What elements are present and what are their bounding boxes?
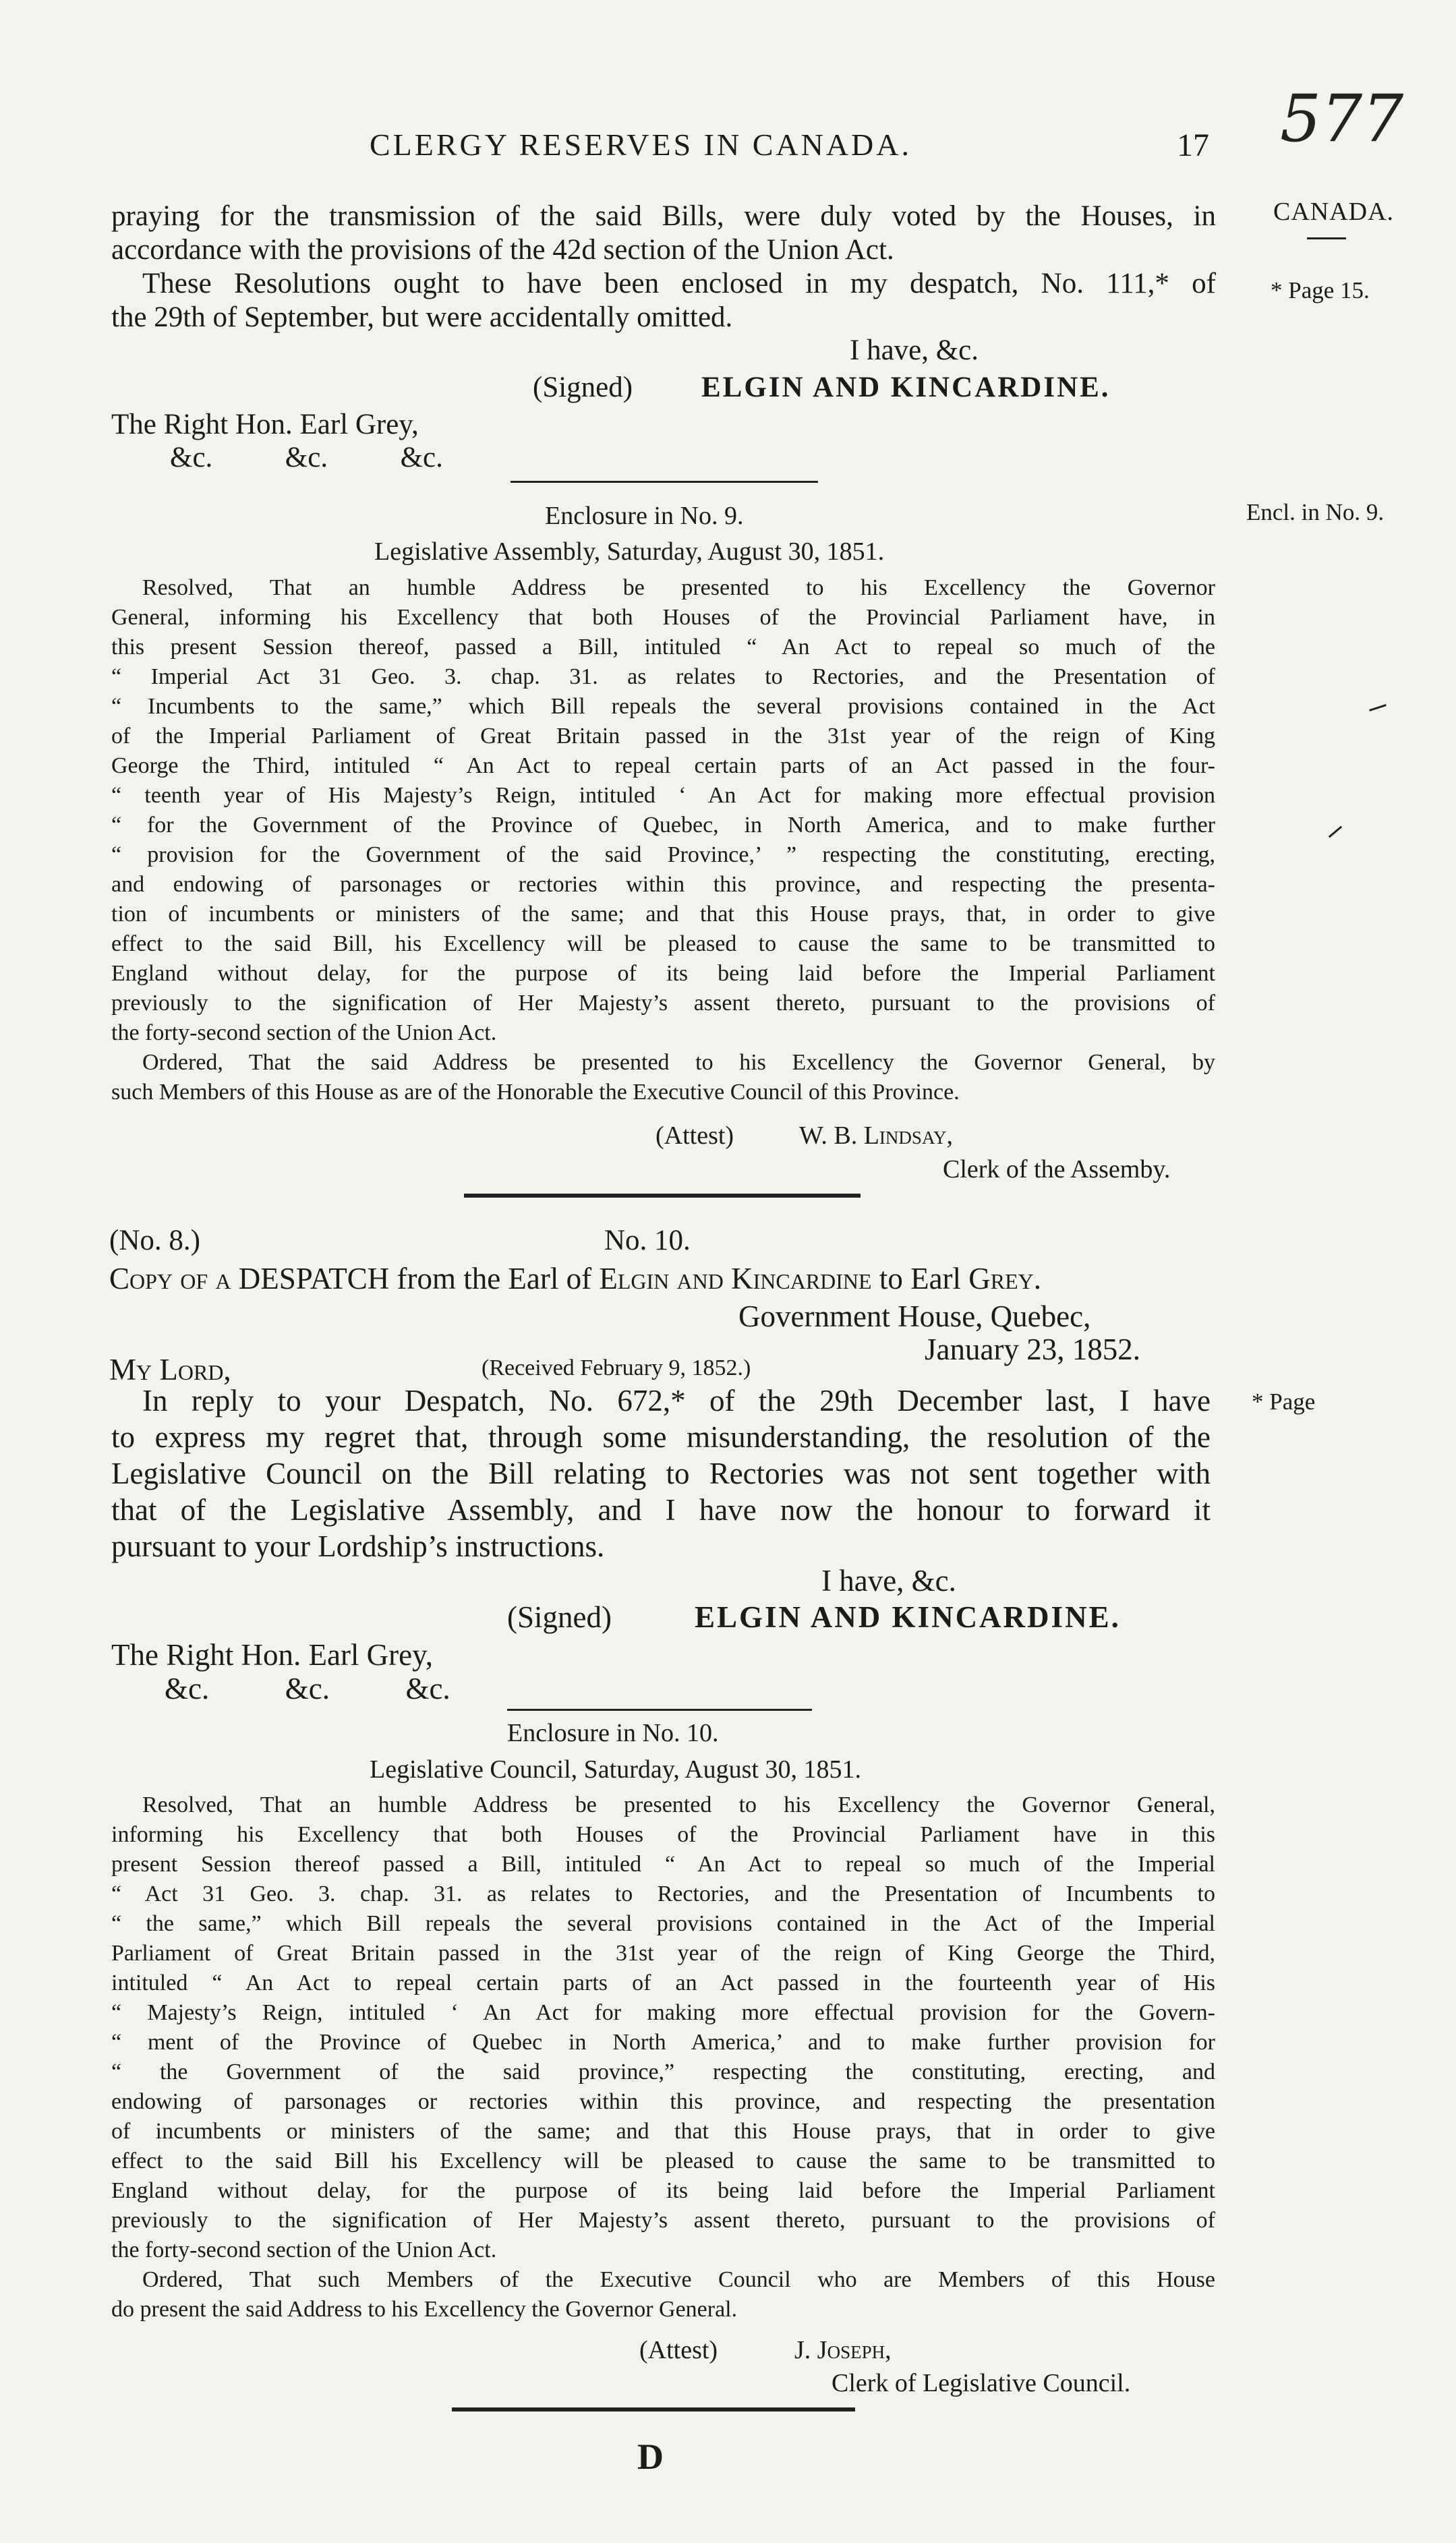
closing-i-have: I have, &c. — [850, 334, 979, 366]
addressee: The Right Hon. Earl Grey, — [111, 1638, 433, 1672]
addressee-etc: &c. &c. &c. — [170, 442, 443, 473]
text-line: effect to the said Bill, his Excellency will be pleased to cause the same to be transmitted to — [111, 931, 1215, 956]
text-line: the forty-second section of the Union Act. — [111, 2238, 497, 2262]
enclosure10-heading: Enclosure in No. 10. — [507, 1719, 719, 1747]
text-line: Ordered, That the said Address be presented to his Excellency the Governor General, by — [142, 1050, 1215, 1075]
enclosure10-resolution — [111, 1790, 1215, 2325]
text-line: pursuant to your Lordship’s instructions. — [111, 1529, 605, 1563]
text-line: “ for the Government of the Province of Quebec, in North America, and to make further — [111, 813, 1215, 838]
text-line: informing his Excellency that both Houses of the Provincial Parliament have in this — [111, 1822, 1215, 1847]
enclosure10-subheading: Legislative Council, Saturday, August 30, 1851. — [370, 1755, 861, 1784]
text-line: “ Imperial Act 31 Geo. 3. chap. 31. as relates to Rectories, and the Presentation of — [111, 664, 1215, 689]
text-line: praying for the transmission of the said Bills, were duly voted by the Houses, in — [111, 200, 1216, 232]
title-to: to Earl — [871, 1262, 969, 1295]
title-copy: Copy of a — [109, 1262, 239, 1295]
attest-title: Clerk of Legislative Council. — [832, 2369, 1131, 2397]
enclosure9-heading: Enclosure in No. 9. — [545, 502, 744, 530]
margin-pencil-mark — [1329, 826, 1342, 838]
text-line: previously to the signification of Her Majesty’s assent thereto, pursuant to the provisions of — [111, 2208, 1215, 2233]
text-line: “ Act 31 Geo. 3. chap. 31. as relates to Rectories, and the Presentation of Incumbents to — [111, 1881, 1215, 1906]
text-line: the forty-second section of the Union Act. — [111, 1020, 497, 1045]
despatch-title — [109, 1261, 1041, 1296]
text-line: to express my regret that, through some misunderstanding, the resolution of the — [111, 1420, 1211, 1454]
signatory: ELGIN AND KINCARDINE. — [695, 1600, 1121, 1634]
text-line: the 29th of September, but were accidentally omitted. — [111, 301, 733, 333]
addressee: The Right Hon. Earl Grey, — [111, 409, 419, 440]
text-line: In reply to your Despatch, No. 672,* of the 29th December last, I have — [142, 1384, 1211, 1417]
text-line: present Session thereof passed a Bill, intituled “ An Act to repeal so much of the Imperial — [111, 1852, 1215, 1877]
text-line: These Resolutions ought to have been enclosed in my despatch, No. 111,* of — [142, 268, 1216, 299]
text-line: “ ment of the Province of Quebec in North America,’ and to make further provision for — [111, 2030, 1215, 2055]
text-line: Resolved, That an humble Address be presented to his Excellency the Governor General, — [142, 1792, 1215, 1817]
section-rule-thick — [452, 2407, 855, 2412]
margin-page15: * Page 15. — [1271, 277, 1370, 303]
text-line: do present the said Address to his Excellency the Governor General. — [111, 2297, 738, 2322]
handwritten-folio-number: 577 — [1280, 81, 1404, 156]
text-line: “ Majesty’s Reign, intituled ‘ An Act for making more effectual provision for the Govern- — [111, 2000, 1215, 2025]
attest-name: W. B. Lindsay, — [799, 1121, 953, 1150]
title-elgin: Elgin and Kincardine — [599, 1262, 872, 1295]
text-line: endowing of parsonages or rectories within this province, and respecting the presentation — [111, 2089, 1215, 2114]
old-number: (No. 8.) — [109, 1225, 200, 1256]
section-rule — [511, 481, 818, 483]
signatory: ELGIN AND KINCARDINE. — [701, 372, 1111, 403]
text-line: accordance with the provisions of the 42d section of the Union Act. — [111, 234, 894, 266]
text-line: “ provision for the Government of the said Province,’ ” respecting the constituting, erecting, — [111, 842, 1215, 867]
margin-pencil-mark — [1369, 704, 1387, 711]
text-line: such Members of this House as are of the Honorable the Executive Council of this Province. — [111, 1080, 960, 1105]
text-line: “ Incumbents to the same,” which Bill repeals the several provisions contained in the Act — [111, 694, 1215, 719]
running-title: CLERGY RESERVES IN CANADA. — [370, 127, 912, 162]
text-line: Resolved, That an humble Address be presented to his Excellency the Governor — [142, 575, 1215, 600]
signed-label: (Signed) — [507, 1600, 612, 1634]
text-line: George the Third, intituled “ An Act to repeal certain parts of an Act passed in the four- — [111, 753, 1215, 778]
attest-name: J. Joseph, — [794, 2336, 892, 2364]
text-line: and endowing of parsonages or rectories within this province, and respecting the presenta- — [111, 872, 1215, 897]
text-line: Parliament of Great Britain passed in the 31st year of the reign of King George the Third, — [111, 1941, 1215, 1966]
attest-title: Clerk of the Assemby. — [943, 1155, 1171, 1183]
attest-label: (Attest) — [639, 2336, 718, 2364]
text-line: intituled “ An Act to repeal certain parts of an Act passed in the fourteenth year of His — [111, 1970, 1215, 1995]
received-date: (Received February 9, 1852.) — [482, 1355, 751, 1380]
enclosure9-resolution — [111, 573, 1215, 1107]
text-line: this present Session thereof, passed a Bill, intituled “ An Act to repeal so much of the — [111, 635, 1215, 660]
attest-label: (Attest) — [656, 1121, 734, 1150]
despatch-closing-paragraph — [111, 200, 1216, 334]
salutation: My Lord, — [109, 1353, 231, 1386]
title-despatch: DESPATCH — [238, 1262, 390, 1295]
margin-encl9: Encl. in No. 9. — [1246, 499, 1385, 525]
margin-rule — [1307, 237, 1346, 239]
page-number: 17 — [1177, 127, 1209, 163]
text-line: England without delay, for the purpose of its being laid before the Imperial Parliament — [111, 961, 1215, 986]
despatch-date: January 23, 1852. — [925, 1333, 1140, 1366]
text-line: Ordered, That such Members of the Executive Council who are Members of this House — [142, 2267, 1215, 2292]
signature-letter: D — [637, 2436, 666, 2477]
despatch-place: Government House, Quebec, — [738, 1299, 1091, 1333]
text-line: England without delay, for the purpose of its being laid before the Imperial Parliament — [111, 2178, 1215, 2203]
section-rule — [507, 1709, 812, 1711]
title-from: from the Earl of — [389, 1262, 600, 1295]
text-line: effect to the said Bill his Excellency will be pleased to cause the same to be transmitted to — [111, 2149, 1215, 2173]
text-line: of the Imperial Parliament of Great Britain passed in the 31st year of the reign of King — [111, 724, 1215, 749]
title-grey: Grey. — [968, 1262, 1042, 1295]
enclosure9-subheading: Legislative Assembly, Saturday, August 30, 1851. — [374, 537, 885, 566]
text-line: “ the same,” which Bill repeals the several provisions contained in the Act of the Imperial — [111, 1911, 1215, 1936]
margin-canada: CANADA. — [1273, 198, 1395, 226]
text-line: tion of incumbents or ministers of the same; and that this House prays, that, in order to give — [111, 902, 1215, 927]
text-line: “ the Government of the said province,” respecting the constituting, erecting, and — [111, 2059, 1215, 2084]
margin-page-ref: * Page — [1252, 1389, 1316, 1415]
addressee-etc: &c. &c. &c. — [165, 1672, 450, 1705]
closing-i-have: I have, &c. — [821, 1564, 956, 1598]
signed-label: (Signed) — [533, 372, 633, 403]
despatch-number: No. 10. — [604, 1225, 691, 1256]
text-line: that of the Legislative Assembly, and I have now the honour to forward it — [111, 1493, 1211, 1527]
text-line: “ teenth year of His Majesty’s Reign, intituled ‘ An Act for making more effectual provision — [111, 783, 1215, 808]
text-line: of incumbents or ministers of the same; and that this House prays, that in order to give — [111, 2119, 1215, 2144]
text-line: General, informing his Excellency that both Houses of the Provincial Parliament have, in — [111, 605, 1215, 630]
text-line: previously to the signification of Her Majesty’s assent thereto, pursuant to the provisions of — [111, 991, 1215, 1016]
despatch-body — [111, 1382, 1211, 1565]
text-line: Legislative Council on the Bill relating to Rectories was not sent together with — [111, 1457, 1211, 1490]
section-rule-thick — [464, 1194, 861, 1198]
